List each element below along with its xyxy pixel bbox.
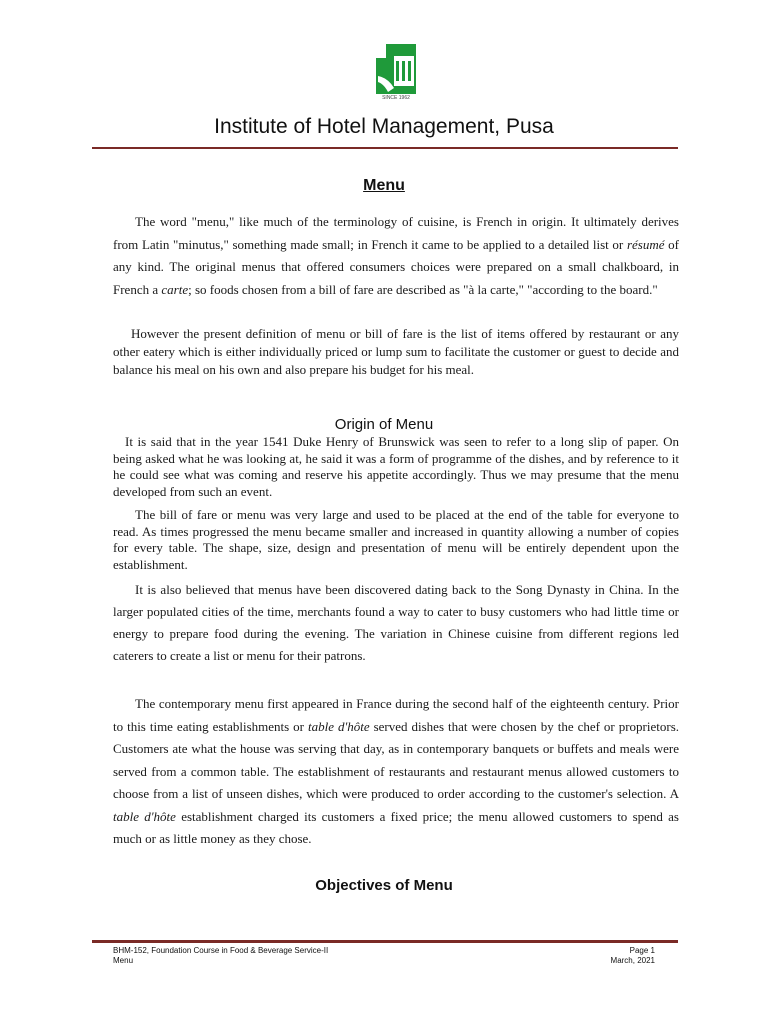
footer-right [611,946,655,966]
objectives-section-title: Objectives of Menu [315,877,453,894]
footer-course: BHM-152, Foundation Course in Food & Beverage Service-II [113,946,329,955]
origin-paragraph-3: It is also believed that menus have been discovered dating back to the Song Dynasty in China. In the larger populated cities of the time, merchants found a way to cater to busy customers who had little time or energy to prepare food during the evening. The variation in Chinese cuisine from different regions led caterers to create a list or menu for their patrons. [113,582,679,663]
origin-paragraph-1: It is said that in the year 1541 Duke Henry of Brunswick was seen to refer to a long slip of paper. On being asked what he was looking at, he said it was a form of programme of the dishes, and by reference to it he could see what was coming and reserve his appetite accordingly. Thus we may presume that the menu developed from such an event. [113,434,679,499]
menu-paragraph-2: However the present definition of menu or bill of fare is the list of items offered by restaurant or any other eatery which is either individually priced or lump sum to facilitate the customer or guest to decide and balance his meal on his own and also prepare his budget for his meal. [113,326,679,377]
logo-caption: SINCE 1962 [382,95,410,101]
menu-section-title: Menu [363,177,405,194]
menu-paragraph-1: The word "menu," like much of the terminology of cuisine, is French in origin. It ultimately derives from Latin "minutus," something made small; in French it came to be applied to a detailed list or résumé of any kind. The original menus that offered consumers choices were prepared on a small chalkboard, in French a carte; so foods chosen from a bill of fare are described as "à la carte," "according to the board." [113,214,679,297]
header-rule [92,147,678,149]
footer-page: Page 1 [629,946,655,955]
footer-date: March, 2021 [610,956,655,965]
origin-section-title: Origin of Menu [334,416,434,433]
institute-title: Institute of Hotel Management, Pusa [214,115,554,138]
footer-rule [92,940,678,943]
footer-chapter: Menu [113,956,134,965]
origin-paragraph-2: The bill of fare or menu was very large and used to be placed at the end of the table for everyone to read. As times progressed the menu became smaller and increased in quantity allowing a number of copies for every table. The shape, size, design and presentation of menu will be entirely dependent upon the establishment. [113,507,679,572]
origin-paragraph-4: The contemporary menu first appeared in France during the second half of the eighteenth century. Prior to this time eating establishments or table d'hôte served dishes that were chosen by the chef or proprietors. Customers ate what the house was serving that day, as in contemporary banquets or buffets and meals were served from a common table. The establishment of restaurants and restaurant menus allowed customers to choose from a list of unseen dishes, which were produced to order according to the customer's selection. A table d'hôte establishment charged its customers a fixed price; the menu allowed customers to spend as much or as little money as they chose. [113,696,680,846]
footer-left [113,946,328,966]
